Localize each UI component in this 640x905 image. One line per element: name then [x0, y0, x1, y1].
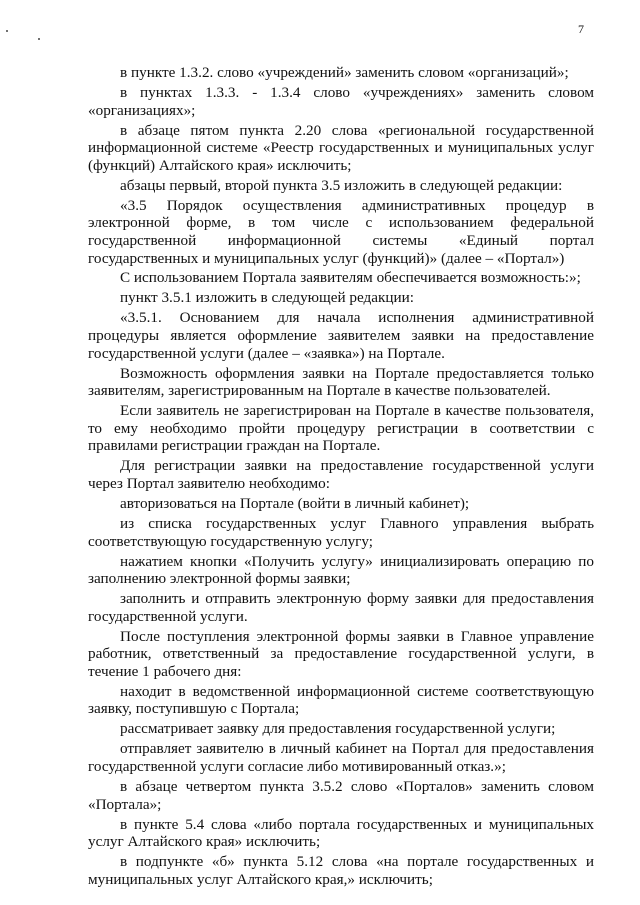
paragraph: в пунктах 1.3.3. - 1.3.4 слово «учреждениях» заменить словом «организациях»;	[88, 83, 594, 119]
scan-speck	[38, 38, 40, 40]
paragraph: С использованием Портала заявителям обеспечивается возможность:»;	[120, 269, 581, 287]
paragraph: После поступления электронной формы заявки в Главное управление работник, ответственный за предоставление государственной услуги, в течение 1 рабочего дня:	[88, 627, 594, 680]
paragraph: в пункте 5.4 слова «либо портала государственных и муниципальных услуг Алтайского края» исключить;	[88, 815, 594, 851]
paragraph: заполнить и отправить электронную форму заявки для предоставления государственной услуги.	[88, 590, 594, 625]
paragraph: в подпункте «б» пункта 5.12 слова «на портале государственных и муниципальных услуг Алтайского края,» исключить;	[88, 853, 594, 888]
paragraph: рассматривает заявку для предоставления государственной услуги;	[120, 720, 556, 738]
paragraph: «3.5.1. Основанием для начала исполнения административной процедуры является оформление заявителем заявки на предоставление государственной услуги (далее – «заявка») на Портале.	[88, 309, 594, 362]
paragraph: в пункте 1.3.2. слово «учреждений» заменить словом «организаций»;	[120, 64, 569, 81]
paragraph: Для регистрации заявки на предоставление государственной услуги через Портал заявителю необходимо:	[88, 457, 594, 492]
paragraph: отправляет заявителю в личный кабинет на Портал для предоставления государственной услуги согласие либо мотивированный отказ.»;	[88, 740, 594, 775]
paragraph: абзацы первый, второй пункта 3.5 изложить в следующей редакции:	[120, 176, 563, 194]
paragraph: Возможность оформления заявки на Портале предоставляется только заявителям, зарегистрированным на Портале в качестве пользователей.	[88, 364, 594, 400]
paragraph: в абзаце пятом пункта 2.20 слова «региональной государственной информационной системе «Реестр государственных и муниципальных услуг (функций) Алтайского края» исключить;	[88, 121, 594, 174]
paragraph: в абзаце четвертом пункта 3.5.2 слово «Порталов» заменить словом «Портала»;	[88, 777, 594, 813]
document-body	[88, 64, 594, 891]
paragraph: пункт 3.5.1 изложить в следующей редакции:	[120, 289, 414, 307]
scan-speck	[6, 30, 8, 32]
paragraph: «3.5 Порядок осуществления административных процедур в электронной форме, в том числе с использованием федеральной государственной информационной системы «Единый портал государственных и муниципальных услуг (функций)» (далее – «Портал»)	[88, 196, 594, 267]
page-number: 7	[578, 22, 584, 36]
paragraph: находит в ведомственной информационной системе соответствующую заявку, поступившую с Портала;	[88, 682, 594, 718]
paragraph: нажатием кнопки «Получить услугу» инициализировать операцию по заполнению электронной формы заявки;	[88, 552, 594, 588]
paragraph: из списка государственных услуг Главного управления выбрать соответствующую государственную услугу;	[88, 514, 594, 550]
paragraph: Если заявитель не зарегистрирован на Портале в качестве пользователя, то ему необходимо пройти процедуру регистрации в соответствии с правилами регистрации граждан на Портале.	[88, 402, 594, 455]
paragraph: авторизоваться на Портале (войти в личный кабинет);	[120, 494, 470, 512]
